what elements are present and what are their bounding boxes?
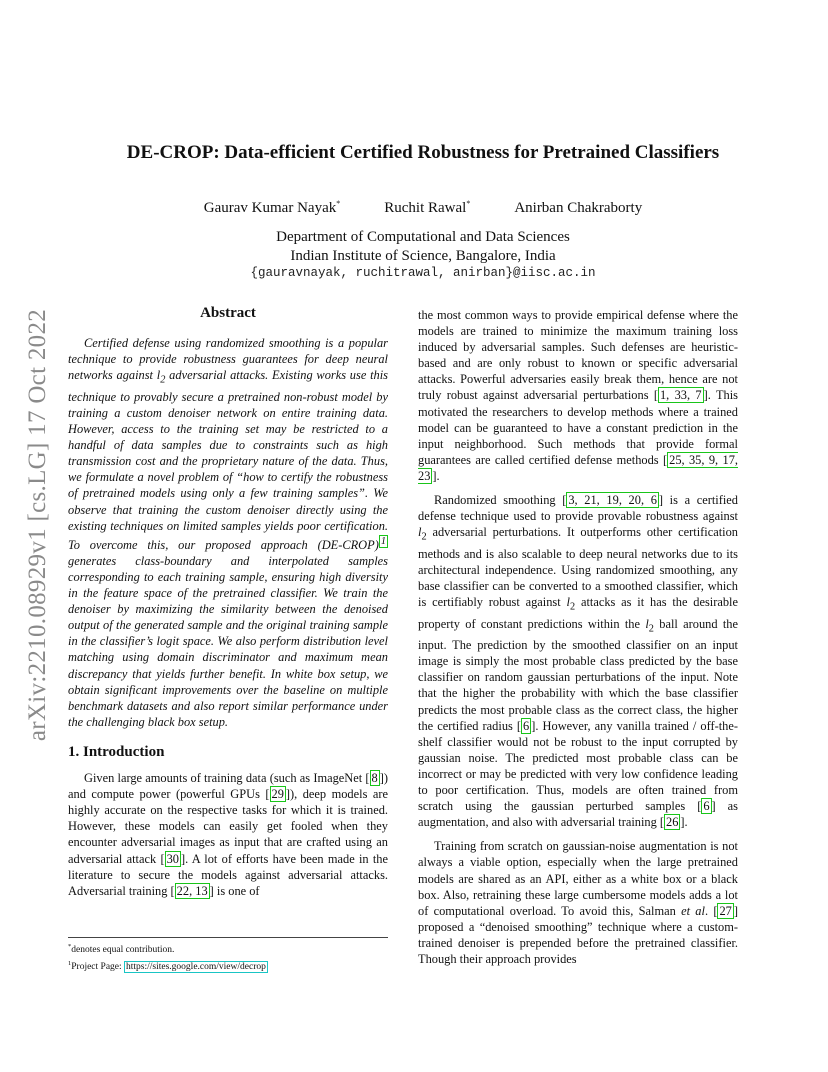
citation-link[interactable]: 30	[166, 851, 179, 866]
author: Gaurav Kumar Nayak*	[203, 199, 341, 216]
citation-link[interactable]: 22, 13	[176, 883, 208, 898]
project-page-link[interactable]: https://sites.google.com/view/decrop	[126, 962, 266, 973]
body-paragraph: Randomized smoothing [ 3, 21, 19, 20, 6 ] is a certified defense technique used to provide provable robustness against $l_2$ adversarial perturbations. It outperforms other certification methods and is also scalable to deep neural networks due to its architectural independence. Using randomized smoothing, any base classifier can be converted to a smoothed classifier, which is certifiably robust against $l_2$ attacks as it has the desirable property of constant predictions within the $l_2$ ball around the input. The prediction by the smoothed classifier on an input image is simply the most probable class predicted by the base classifier on random gaussian perturbations of the input. Note that the higher the probability with which the base classifier predicts the most probable class as the correct class, the higher the certified radius [ 6 ]. However, any vanilla trained / off-the-shelf classifier would not be robust to the input corrupted by gaussian noise. The predicted most probable class can be incorrect or may be predicted with very low confidence leading to poor certification. Thus, models are often trained from scratch using the gaussian perturbed samples [ 6 ] as augmentation, and also with adversarial training [ 26 ].	[418, 493, 739, 830]
abstract-body: Certified defense using randomized smoothing is a popular technique to provide robustness guarantees for deep neural networks against $l_2$ adversarial attacks. Existing works use this technique to provably secure a pretrained non-robust model by training a custom denoiser network on entire training data. However, access to the training set may be restricted to a handful of data samples due to constraints such as high transmission cost and the proprietary nature of the data. Thus, we formulate a novel problem of “how to certify the robustness of pretrained models using only a few training samples”. We observe that training the custom denoiser directly using the existing techniques on limited samples yields poor certification. To overcome this, our proposed approach (DE-CROP) $^1$ generates class-boundary and interpolated samples corresponding to each training sample, ensuring high diversity in the feature space of the pretrained classifier. We train the denoiser by maximizing the similarity between the denoised output of the generated sample and the original training sample in the classifier’s logit space. We also perform distribution level matching using domain discriminator and maximum mean discrepancy that yields further benefit. In white box setup, we obtain significant improvements over the baseline on multiple benchmark datasets and also report similar performance under the challenging black box setup.	[68, 336, 388, 729]
footnotes	[68, 937, 388, 974]
affiliation-institute: Indian Institute of Science, Bangalore, India	[290, 248, 556, 264]
citation-link[interactable]: 8	[371, 771, 378, 786]
body-paragraph: Training from scratch on gaussian-noise augmentation is not always a viable option, especially when the large pretrained models are shared as an API, either as a white box or a black box. Also, retraining these large cumbersome models adds a lot of computational overload. To avoid this, Salman et al. [ 27 ] proposed a “denoised smoothing” technique where a custom-trained denoiser is prepended before the pretrained classifier. Though their approach provides	[418, 839, 739, 966]
section-heading-introduction: 1. Introduction	[68, 743, 165, 760]
author: Anirban Chakraborty	[514, 200, 643, 216]
intro-paragraph: Given large amounts of training data (such as ImageNet [ 8 ]) and compute power (powerful GPUs [ 29 ]), deep models are highly accurate on the respective tasks for which it is trained. However, these models can easily get fooled when they encounter adversarial images as input that are crafted using an adversarial attack [ 30 ]. A lot of efforts have been made in the literature to secure the models against adversarial attacks. Adversarial training [ 22, 13 ] is one of	[68, 771, 388, 898]
abstract-heading: Abstract	[200, 305, 256, 321]
author-emails: {gauravnayak, ruchitrawal, anirban}@iisc.ac.in	[250, 266, 596, 280]
left-column	[68, 305, 388, 899]
affiliation-department: Department of Computational and Data Sciences	[276, 229, 570, 245]
footnote-link[interactable]: 1	[380, 535, 386, 547]
author-list	[70, 199, 776, 217]
citation-link[interactable]: 27	[719, 903, 732, 918]
arxiv-stamp: arXiv:2210.08929v1 [cs.LG] 17 Oct 2022	[24, 308, 52, 742]
author: Ruchit Rawal*	[384, 199, 471, 216]
right-column	[418, 307, 738, 967]
citation-link[interactable]: 26	[666, 815, 679, 830]
footnote-project-page: $^1$Project Page: https://sites.google.com/view/decrop	[68, 960, 266, 973]
citation-link[interactable]: 29	[271, 787, 284, 802]
paper-title: DE-CROP: Data-efficient Certified Robustness for Pretrained Classifiers	[126, 142, 720, 163]
footnote-equal-contribution: *denotes equal contribution.	[68, 943, 175, 956]
citation-link[interactable]: 1, 33, 7	[659, 388, 702, 403]
citation-link[interactable]: 3, 21, 19, 20, 6	[568, 493, 657, 508]
citation-link[interactable]: 6	[523, 718, 530, 733]
body-paragraph: the most common ways to provide empirical defense where the models are trained to minimize the maximum training loss induced by adversarial samples. Such defenses are heuristic-based and are only robust to known or specific adversarial attacks. Powerful adversaries easily break them, hence are not truly robust against adversarial perturbations [ 1, 33, 7 ]. This motivated the researchers to develop methods where a trained model can be guaranteed to have a constant prediction in the input neighborhood. Such methods that provide formal guarantees are called certified defense methods [ 25, 35, 9, 17, 23 ].	[418, 308, 738, 483]
affiliation	[70, 228, 776, 266]
citation-link[interactable]: 25, 35, 9, 17, 23	[418, 452, 738, 483]
citation-link[interactable]: 6	[703, 799, 710, 814]
